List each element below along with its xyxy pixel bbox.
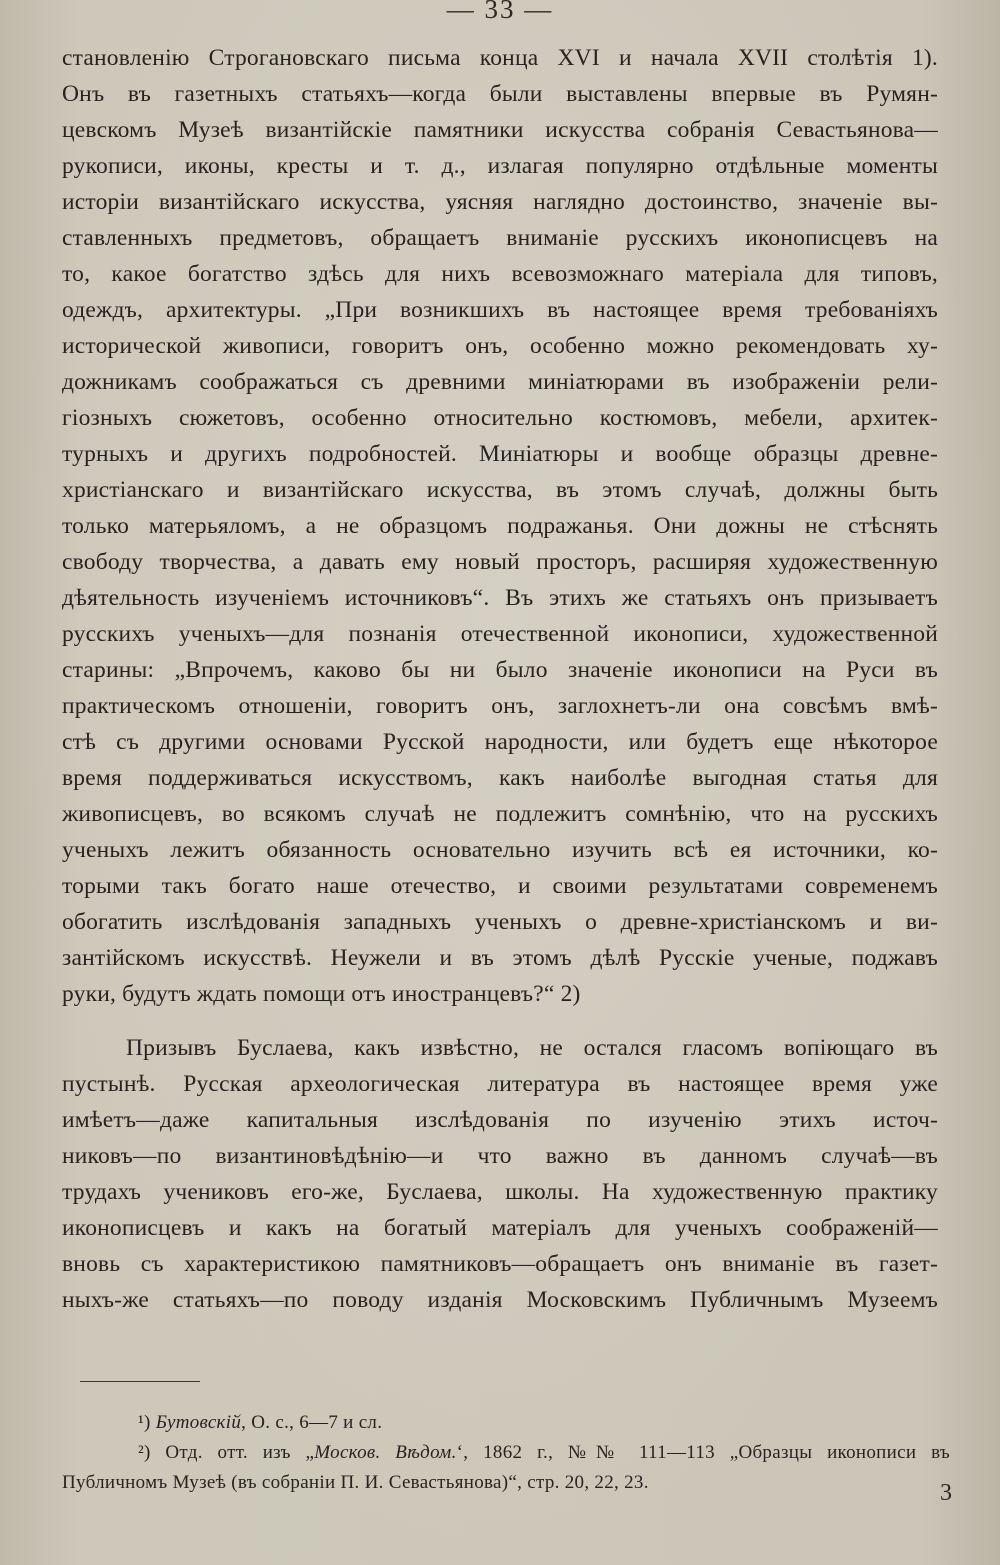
footnote-text: ‘, 1862 г., №№ 111—113 „Образцы иконописи въ [456, 1442, 950, 1463]
paragraph-gap [62, 1012, 938, 1030]
text-line: гіозныхъ сюжетовъ, особенно относительно костюмовъ, мебели, архитек- [62, 405, 938, 431]
text-line: ученыхъ лежитъ обязанность основательно изучить всѣ ея источники, ко- [62, 837, 938, 863]
body-text [62, 40, 938, 1318]
footnote-source: Москов. Вѣдом. [314, 1442, 457, 1463]
footnote-text: , О. с., 6—7 и сл. [241, 1412, 383, 1433]
footnote-separator [80, 1381, 200, 1382]
text-line: старины: „Впрочемъ, каково бы ни было значеніе иконописи на Руси въ [62, 657, 938, 683]
text-line: христіанскаго и византійскаго искусства, въ этомъ случаѣ, должны быть [62, 477, 938, 503]
text-line: трудахъ учениковъ его-же, Буслаева, школы. На художественную практику [62, 1179, 938, 1205]
text-line: турныхъ и другихъ подробностей. Миніатюры и вообще образцы древне- [62, 441, 938, 467]
text-line: вновь съ характеристикою памятниковъ—обращаетъ онъ вниманіе въ газет- [62, 1251, 938, 1277]
text-line: русскихъ ученыхъ—для познанія отечественной иконописи, художественной [62, 621, 938, 647]
text-line: имѣетъ—даже капитальныя изслѣдованія по изученію этихъ источ- [62, 1107, 938, 1133]
paragraph-1 [62, 40, 938, 1012]
page-number: — 33 — [446, 0, 554, 24]
text-line: становленію Строгановскаго письма конца XVI и начала XVII столѣтія 1). [62, 45, 938, 71]
text-line: практическомъ отношеніи, говоритъ онъ, заглохнетъ-ли она совсѣмъ вмѣ- [62, 693, 938, 719]
text-line: только матерьяломъ, а не образцомъ подражанья. Они дожны не стѣснять [62, 513, 938, 539]
footnote-author: Бутовскій [155, 1412, 242, 1433]
text-line: ставленныхъ предметовъ, обращаетъ вниманіе русскихъ иконописцевъ на [62, 225, 938, 251]
footnote-1 [62, 1408, 950, 1438]
signature-mark: 3 [940, 1480, 952, 1506]
text-line: дѣятельность изученіемъ источниковъ“. Въ этихъ же статьяхъ онъ призываетъ [62, 585, 938, 611]
text-line: Призывъ Буслаева, какъ извѣстно, не остался гласомъ вопіющаго въ [126, 1035, 938, 1061]
footnote-text: Отд. отт. изъ „ [150, 1442, 315, 1463]
text-line: пустынѣ. Русская археологическая литература въ настоящее время уже [62, 1071, 938, 1097]
footnote-2-continuation: Публичномъ Музеѣ (въ собраніи П. И. Севастьянова)“, стр. 20, 22, 23. [62, 1472, 649, 1493]
footnote-2 [62, 1438, 950, 1468]
footnote-mark: ¹) [138, 1412, 151, 1433]
footnote-mark: ²) [138, 1442, 151, 1463]
text-line: ныхъ-же статьяхъ—по поводу изданія Московскимъ Публичнымъ Музеемъ [62, 1287, 938, 1313]
text-line: свободу творчества, а давать ему новый просторъ, расширяя художественную [62, 549, 938, 575]
text-line: Онъ въ газетныхъ статьяхъ—когда были выставлены впервые въ Румян- [62, 81, 938, 107]
text-line: зантійскомъ искусствѣ. Неужели и въ этомъ дѣлѣ Русскіе ученые, поджавъ [62, 945, 938, 971]
text-line: исторической живописи, говоритъ онъ, особенно можно рекомендовать ху- [62, 333, 938, 359]
text-line: никовъ—по византиновѣдѣнію—и что важно въ данномъ случаѣ—въ [62, 1143, 938, 1169]
text-line: одеждъ, архитектуры. „При возникшихъ въ настоящее время требованіяхъ [62, 297, 938, 323]
text-line: обогатить изслѣдованія западныхъ ученыхъ о древне-христіанскомъ и ви- [62, 909, 938, 935]
text-line: исторіи византійскаго искусства, уясняя наглядно достоинство, значеніе вы- [62, 189, 938, 215]
text-line: цевскомъ Музеѣ византійскіе памятники искусства собранія Севастьянова— [62, 117, 938, 143]
text-line: живописцевъ, во всякомъ случаѣ не подлежитъ сомнѣнію, что на русскихъ [62, 801, 938, 827]
text-line: торыми такъ богато наше отечество, и своими результатами современемъ [62, 873, 938, 899]
text-line: дожникамъ соображаться съ древними миніатюрами въ изображеніи рели- [62, 369, 938, 395]
text-line: стѣ съ другими основами Русской народности, или будетъ еще нѣкоторое [62, 729, 938, 755]
footnotes [62, 1408, 950, 1498]
text-line: то, какое богатство здѣсь для нихъ всевозможнаго матеріала для типовъ, [62, 261, 938, 287]
paragraph-2 [62, 1030, 938, 1318]
text-line: иконописцевъ и какъ на богатый матеріалъ для ученыхъ соображеній— [62, 1215, 938, 1241]
text-line: рукописи, иконы, кресты и т. д., излагая популярно отдѣльные моменты [62, 153, 938, 179]
text-line: руки, будутъ ждать помощи отъ иностранцевъ?“ 2) [62, 981, 581, 1007]
text-line: время поддерживаться искусствомъ, какъ наиболѣе выгодная статья для [62, 765, 938, 791]
